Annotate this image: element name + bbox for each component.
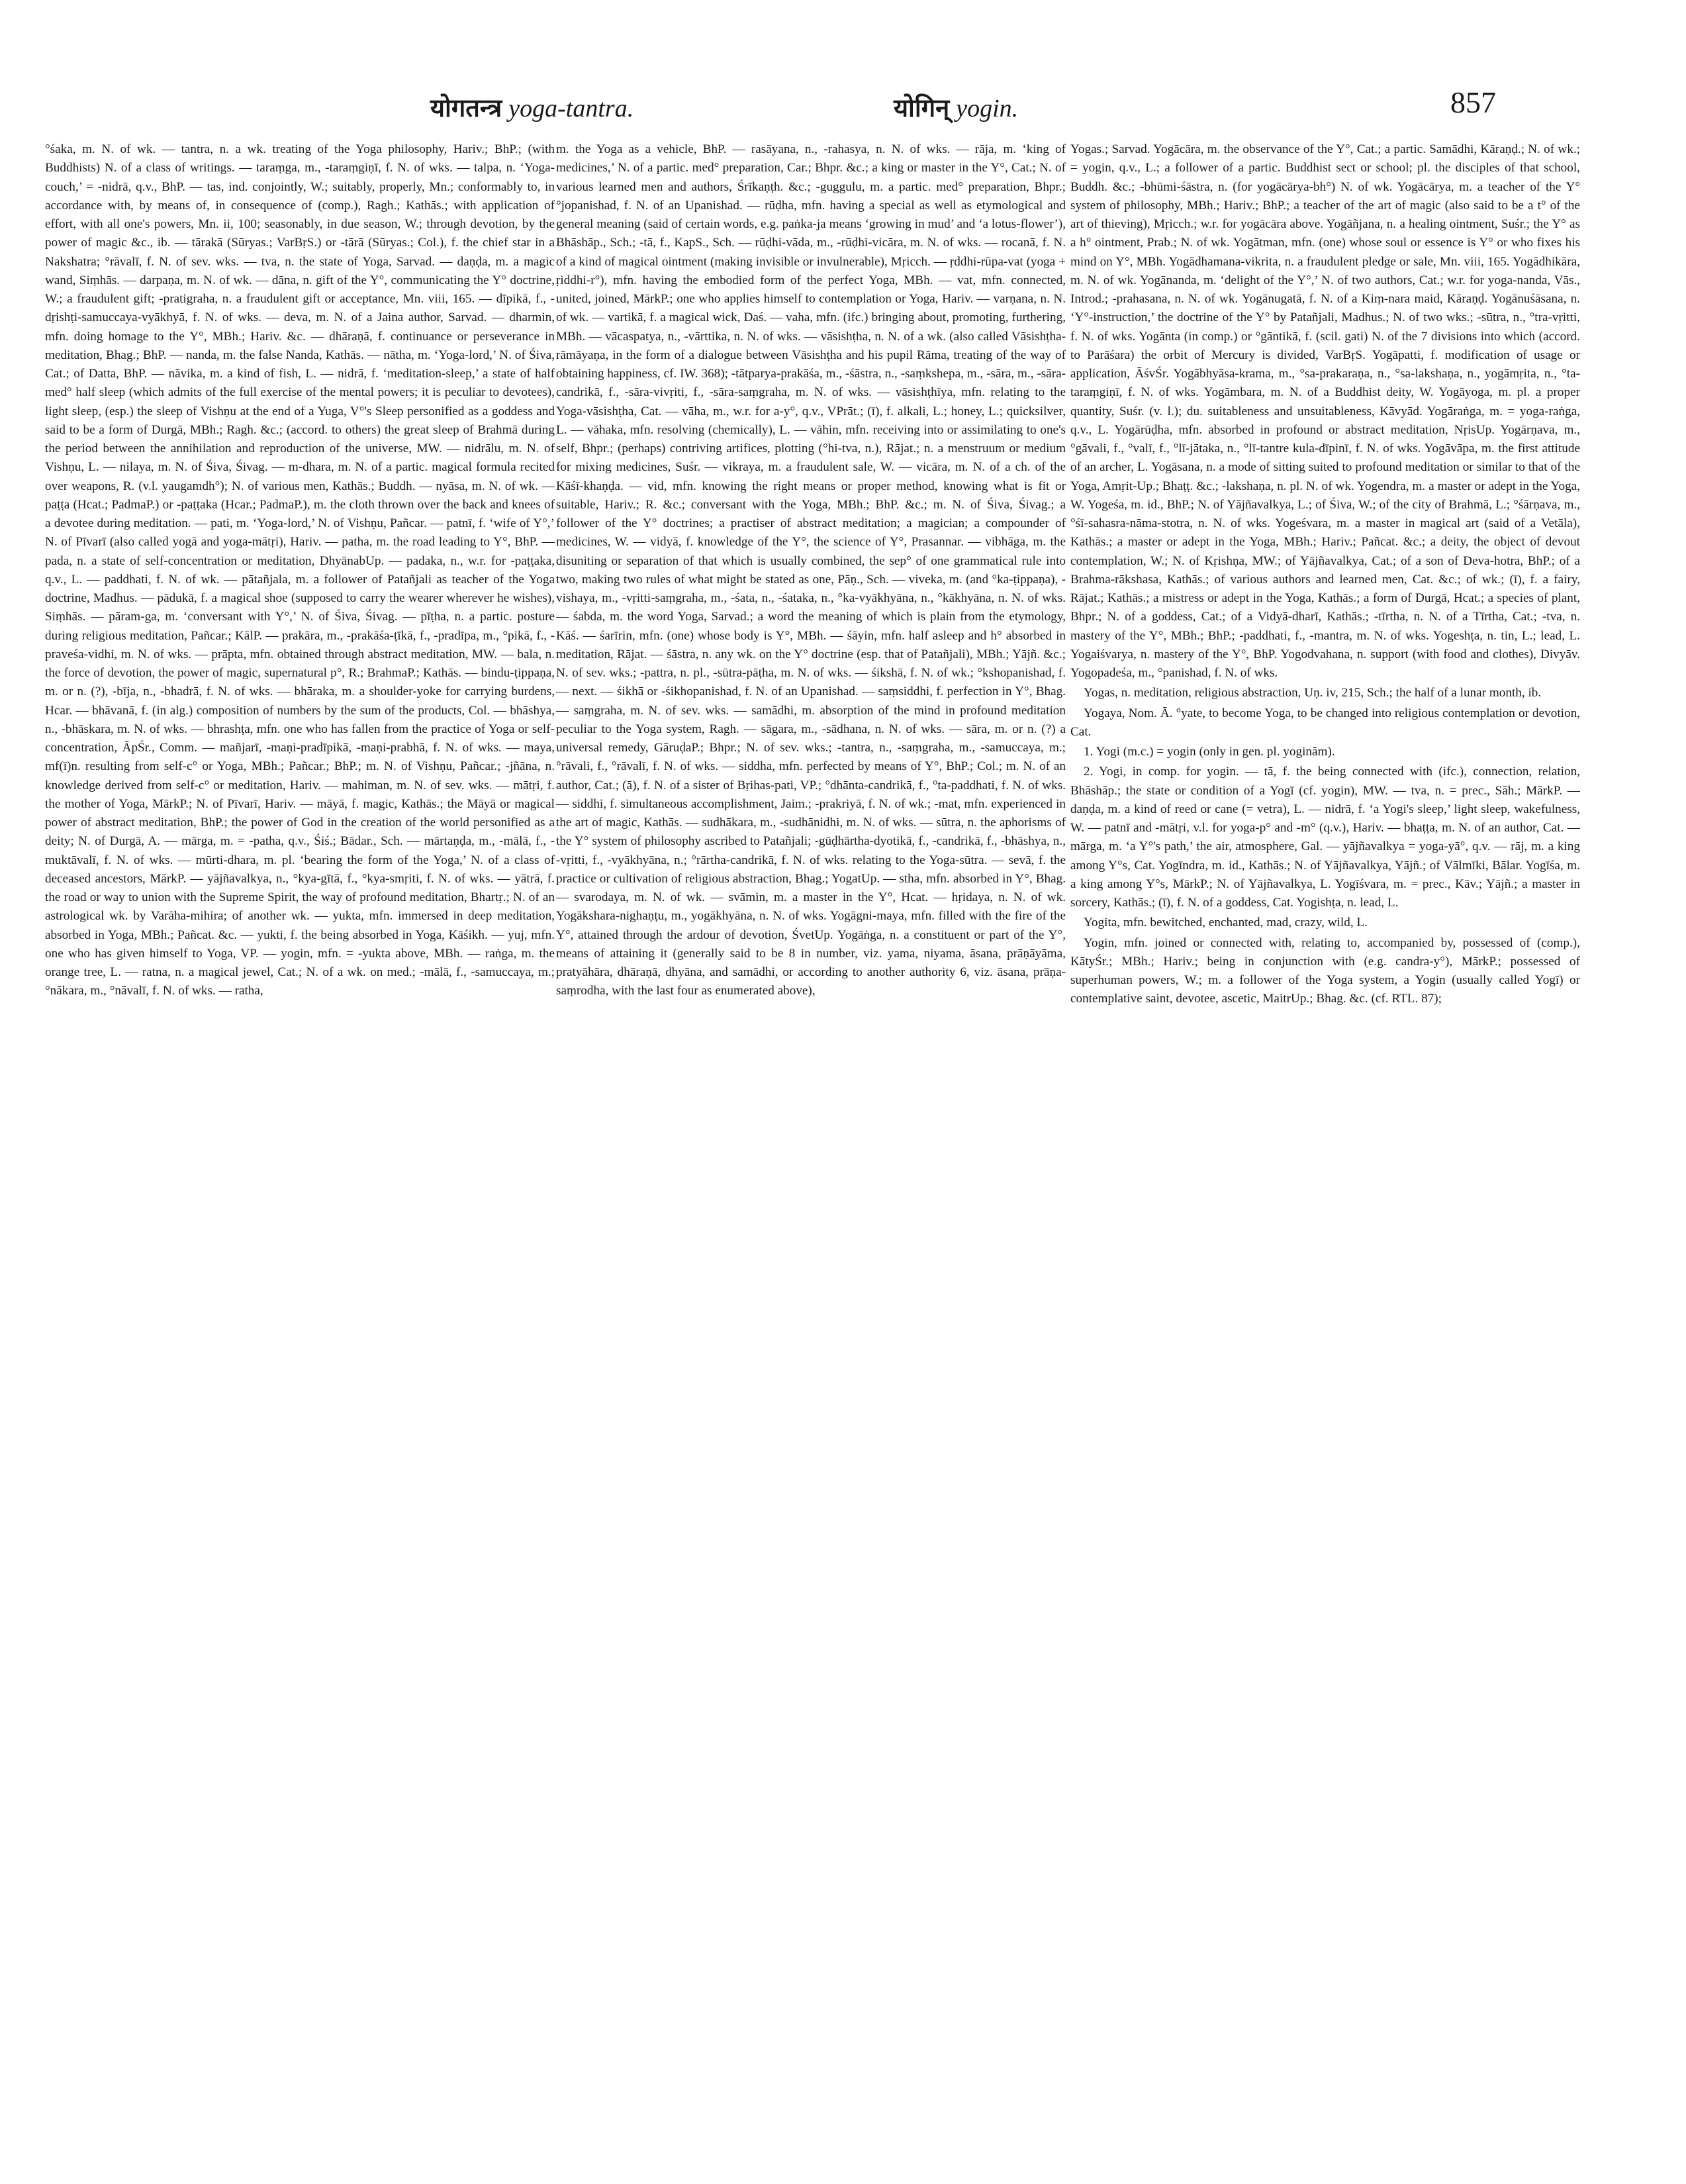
- running-head-middle: [894, 90, 1018, 124]
- running-head-middle-roman: yogin.: [956, 95, 1019, 122]
- running-head-left-roman: yoga-tantra.: [508, 95, 634, 122]
- entry-paragraph: 2. Yogi, in comp. for yogin. — tā, f. the being connected with (ifc.), connection, relation, Bhāshāp.; the state or condition of a Yogī (cf. yogin), MW. — tva, n. = prec., Sāh.; MārkP. — daṇḍa, m. a kind of reed or cane (= vetra), L. — nidrā, f. ‘a Yogi's sleep,’ light sleep, wakefulness, W. — patnī and -mātṛi, v.l. for yoga-p° and -m° (q.v.), Hariv. — bhaṭṭa, m. N. of an author, Cat. — mārga, m. ‘a Y°'s path,’ the air, atmosphere, Gal. — yājñavalkya = yoga-yā°, q.v. — rāj, m. a king among Y°s, Cat. Yogīndra, m. id., Kathās.; N. of Yājñavalkya, Yājñ.; of Vālmīki, Bālar. Yogīśa, m. a king among Y°s, MārkP.; N. of Yājñavalkya, L. Yogīśvara, m. = prec., Kāv.; Yājñ.; a master in sorcery, Kathās.; (ī), f. N. of a goddess, Cat. Yogishṭa, n. lead, L.: [1070, 765, 1580, 910]
- column-3: [1070, 140, 1580, 2140]
- running-head-left-devanagari: योगतन्त्र: [430, 95, 502, 122]
- entry-paragraph: Yogaya, Nom. Ā. °yate, to become Yoga, to be changed into religious contemplation or devotion, Cat.: [1070, 706, 1580, 739]
- column-1: [45, 140, 555, 2140]
- running-head: [430, 85, 1496, 131]
- entry-paragraph: Yogita, mfn. bewitched, enchanted, mad, crazy, wild, L.: [1084, 916, 1368, 930]
- running-head-middle-devanagari: योगिन्: [894, 95, 950, 122]
- paragraph: °śaka, m. N. of wk. — tantra, n. a wk. treating of the Yoga philosophy, Hariv.; BhP.; (with Buddhists) N. of a class of writings. — taraṃga, m., -taraṃgiṇī, f. N. of wks. — talpa, n. ‘Yoga-couch,’ = -nidrā, q.v., BhP. — tas, ind. conjointly, W.; suitably, properly, Mn.; conformably to, in accordance with, by means of, in consequence of (comp.), Ragh.; Kathās.; with application of effort, with all one's powers, Mn. ii, 100; seasonably, in due season, W.; through devotion, by the power of magic &c., ib. — tārakā (Sūryas.; VarBṛS.) or -tārā (Sūryas.; Col.), f. the chief star in a Nakshatra; °rāvalī, f. N. of sev. wks. — tva, n. the state of Yoga, Sarvad. — daṇḍa, m. a magic wand, Siṃhās. — darpaṇa, m. N. of wk. — dāna, n. gift of the Y°, communicating the Y° doctrine, W.; a fraudulent gift; -pratigraha, n. a fraudulent gift or acceptance, Mn. viii, 165. — dīpikā, f., -dṛishṭi-samuccaya-vyākhyā, f. N. of wks. — deva, m. N. of a Jaina author, Sarvad. — dharmin, mfn. doing homage to the Y°, MBh.; Hariv. &c. — dhāraṇā, f. continuance or perseverance in meditation, Bhag.; BhP. — nanda, m. the false Nanda, Kathās. — nātha, m. ‘Yoga-lord,’ N. of Śiva, Cat.; of Datta, BhP. — nāvika, m. a kind of fish, L. — nidrā, f. ‘meditation-sleep,’ a state of half med° half sleep (which admits of the full exercise of the mental powers; it is peculiar to devotees), light sleep, (esp.) the sleep of Vishṇu at the end of a Yuga, V°'s Sleep personified as a goddess and said to be a form of Durgā, MBh.; Ragh. &c.; (accord. to others) the great sleep of Brahmā during the period between the annihilation and reproduction of the universe, MW. — nidrālu, m. N. of Vishṇu, L. — nilaya, m. N. of Śiva, Śivag. — m-dhara, m. N. of a partic. magical formula recited over weapons, R. (v.l. yaugamdh°); N. of various men, Kathās.; Buddh. — nyāsa, m. N. of wk. — paṭṭa (Hcat.; PadmaP.) or -paṭṭaka (Hcar.; PadmaP.), m. the cloth thrown over the back and knees of a devotee during meditation. — pati, m. ‘Yoga-lord,’ N. of Vishṇu, Pañcar. — patnī, f. ‘wife of Y°,’ N. of Pīvarī (also called yogā and yoga-mātṛi), Hariv. — patha, m. the road leading to Y°, BhP. — pada, n. a state of self-concentration or meditation, DhyānabUp. — padaka, n., w.r. for -paṭṭaka, q.v., L. — paddhati, f. N. of wk. — pātañjala, m. a follower of Patañjali as teacher of the Yoga doctrine, Madhus. — pādukā, f. a magical shoe (supposed to carry the wearer wherever he wishes), Siṃhās. — pāram-ga, m. ‘conversant with Y°,’ N. of Śiva, Śivag. — pīṭha, n. a partic. posture during religious meditation, Pañcar.; KālP. — prakāra, m., -prakāśa-ṭīkā, f., -pradīpa, m., °pikā, f., -praveśa-vidhi, m. N. of wks. — prāpta, mfn. obtained through abstract meditation, MW. — bala, n. the force of devotion, the power of magic, supernatural p°, R.; BrahmaP.; Kathās. — bindu-ṭippaṇa, m. or n. (?), -bīja, n., -bhadrā, f. N. of wks. — bhāraka, m. a shoulder-yoke for carrying burdens, Hcar. — bhāvanā, f. (in alg.) composition of numbers by the sum of the products, Col. — bhāshya, n., -bhāskara, m. N. of wks. — bhrashṭa, mfn. one who has fallen from the practice of Yoga or self-concentration, ĀpŚr., Comm. — mañjarī, -maṇi-pradīpikā, -maṇi-prabhā, f. N. of wks. — maya, mf(ī)n. resulting from self-c° or Yoga, MBh.; Pañcar.; BhP.; m. N. of Vishṇu, Pañcar.; -jñāna, n. knowledge derived from self-c° or meditation, Hariv. — mahiman, m. N. of sev. wks. — mātṛi, f. the mother of Yoga, MārkP.; N. of Pīvarī, Hariv. — māyā, f. magic, Kathās.; the Māyā or magical power of abstract meditation, BhP.; the power of God in the creation of the world personified as a deity; N. of Durgā, A. — mārga, m. = -patha, q.v., Śiś.; Bādar., Sch. — mārtaṇḍa, m., -mālā, f., -muktāvalī, f. N. of wks. — mūrti-dhara, m. pl. ‘bearing the form of the Yoga,’ N. of a class of deceased ancestors, MārkP. — yājñavalkya, n., °kya-gītā, f., °kya-smṛiti, f. N. of wks. — yātrā, f. the road or way to union with the Supreme Spirit, the way of profound meditation, Bhartṛ.; N. of an astrological wk. by Varāha-mihira; of another wk. — yukta, mfn. immersed in deep meditation, absorbed in Yoga, MBh.; Pañcat. &c. — yukti, f. the being absorbed in Yoga, Kāśikh. — yuj, mfn. one who has given himself to Yoga, VP. — yogin, mfn. = -yukta above, MBh. — raṅga, m. the orange tree, L. — ratna, n. a magical jewel, Cat.; N. of a wk. on med.; -mālā, f., -samuccaya, m.; °nākara, m., °nāvalī, f. N. of wks. — ratha,: [45, 142, 555, 998]
- paragraph: m. the Yoga as a vehicle, BhP. — rasāyana, n., -rahasya, n. N. of wks. — rāja, m. ‘king of medicines,’ N. of a partic. med° preparation, Car.; Bhpr. &c.; a king or master in the Y°, Cat.; N. of various learned men and authors, Śrīkaṇṭh. &c.; -guggulu, m. a partic. med° preparation, Bhpr.; °jopanishad, f. N. of an Upanishad. — rūḍha, mfn. having a special as well as etymological and general meaning (said of certain words, e.g. paṅka-ja means ‘growing in mud’ and ‘a lotus-flower’), Bhāshāp., Sch.; -tā, f., KapS., Sch. — rūḍhi-vāda, m., -rūḍhi-vicāra, m. N. of wks. — rocanā, f. N. of a kind of magical ointment (making invisible or invulnerable), Mṛicch. — ṛddhi-rūpa-vat (yoga + ṛiddhi-r°), mfn. having the embodied form of the perfect Yoga, MBh. — vat, mfn. connected, united, joined, MārkP.; one who applies himself to contemplation or Yoga, Hariv. — varṇana, n. N. of wk. — vartikā, f. a magical wick, Daś. — vaha, mfn. (ifc.) bringing about, promoting, furthering, MBh. — vācaspatya, n., -vārttika, n. N. of wks. — vāsishṭha, n. N. of a wk. (also called Vāsishṭha-rāmāyaṇa, in the form of a dialogue between Vāsishṭha and his pupil Rāma, treating of the way of obtaining happiness, cf. IW. 368); -tātparya-prakāśa, m., -śāstra, n., -saṃkshepa, m., -sāra, m., -sāra-candrikā, f., -sāra-vivṛiti, f., -sāra-saṃgraha, m. N. of wks. — vāsishṭhīya, mfn. relating to the Yoga-vāsishṭha, Cat. — vāha, m., w.r. for a-y°, q.v., VPrāt.; (ī), f. alkali, L.; honey, L.; quicksilver, L. — vāhaka, mfn. resolving (chemically), L. — vāhin, mfn. receiving into or assimilating to one's self, Bhpr.; (perhaps) contriving artifices, plotting (°hi-tva, n.), Rājat.; n. a menstruum or medium for mixing medicines, Suśr. — vikraya, m. a fraudulent sale, W. — vicāra, m. N. of a ch. of the Kāśī-khaṇḍa. — vid, mfn. knowing the right means or proper method, knowing what is fit or suitable, Hariv.; R. &c.; conversant with the Yoga, MBh.; BhP. &c.; m. N. of Śiva, Śivag.; a follower of the Y° doctrines; a practiser of abstract meditation; a magician; a compounder of medicines, W. — vidyā, f. knowledge of the Y°, the science of Y°, Prasannar. — vibhāga, m. the disuniting or separation of that which is usually combined, the sep° of one grammatical rule into two, making two rules of what might be stated as one, Pāṇ., Sch. — viveka, m. (and °ka-ṭippaṇa), -vishaya, m., -vṛitti-saṃgraha, m., -śata, n., -śataka, n., °ka-vyākhyāna, n., °kākhyāna, n. N. of wks. — śabda, m. the word Yoga, Sarvad.; a word the meaning of which is plain from the etymology, Kāś. — śarīrin, mfn. (one) whose body is Y°, MBh. — śāyin, mfn. half asleep and h° absorbed in meditation, Rājat. — śāstra, n. any wk. on the Y° doctrine (esp. that of Patañjali), MBh.; Yājñ. &c.; N. of sev. wks.; -pattra, n. pl., -sūtra-pāṭha, m. N. of wks. — śikshā, f. N. of wk.; °kshopanishad, f. — next. — śikhā or -śikhopanishad, f. N. of an Upanishad. — saṃsiddhi, f. perfection in Y°, Bhag. — saṃgraha, m. N. of sev. wks. — samādhi, m. absorption of the mind in profound meditation peculiar to the Yoga system, Ragh. — sāgara, m., -sādhana, n. N. of wks. — sāra, m. or n. (?) a universal remedy, GāruḍaP.; Bhpr.; N. of sev. wks.; -tantra, n., -saṃgraha, m., -samuccaya, m.; °rāvali, f., °rāvalī, f. N. of wks. — siddha, mfn. perfected by means of Y°, BhP.; Col.; m. N. of an author, Cat.; (ā), f. N. of a sister of Bṛihas-pati, VP.; °dhānta-candrikā, f., °ta-paddhati, f. N. of wks. — siddhi, f. simultaneous accomplishment, Jaim.; -prakriyā, f. N. of wk.; -mat, mfn. experienced in the art of magic, Kathās. — sudhākara, m., -sudhānidhi, m. N. of wks. — sūtra, n. the aphorisms of the Y° system of philosophy ascribed to Patañjali; -gūḍhārtha-dyotikā, f., -candrikā, f., -bhāshya, n., -vṛitti, f., -vyākhyāna, n.; °rārtha-candrikā, f. N. of wks. relating to the Yoga-sūtra. — sevā, f. the practice or cultivation of religious abstraction, Bhag.; YogatUp. — stha, mfn. absorbed in Y°, Bhag. — svarodaya, m. N. of wk. — svāmin, m. a master in the Y°, Hcat. — hṛidaya, n. N. of wk. Yogākshara-nighaṇṭu, m., yogākhyāna, n. N. of wks. Yogāgni-maya, mfn. filled with the fire of the Y°, attained through the ardour of devotion, ŚvetUp. Yogāṅga, n. a constituent or part of the Y°, means of attaining it (generally said to be 8 in number, viz. yama, niyama, āsana, prāṇāyāma, pratyāhāra, dhāraṇā, dhyāna, and samādhi, or according to another authority 6, viz. āsana, prāṇa-saṃrodha, with the last four as enumerated above),: [556, 142, 1066, 998]
- paragraph: Yogas.; Sarvad. Yogācāra, m. the observance of the Y°, Cat.; a partic. Samādhi, Kāraṇḍ.; N. of wk.; = yogin, q.v., L.; a follower of a partic. Buddhist sect or school; pl. the disciples of that school, Buddh. &c.; -bhūmi-śāstra, n. (for yogācārya-bh°) N. of wk. Yogācārya, m. a teacher of the Y° system of philosophy, MBh.; Hariv.; BhP.; a teacher of the art of magic (also said to be a t° of the art of thieving), Mṛicch.; w.r. for yogācāra above. Yogāñjana, n. a healing ointment, Suśr.; the Y° as a h° ointment, Prab.; N. of wk. Yogātman, mfn. (one) whose soul or essence is Y° or who fixes his mind on Y°, MBh. Yogādhamana-vikrita, n. a fraudulent pledge or sale, Mn. viii, 165. Yogādhikāra, m. N. of wk. Yogānanda, m. ‘delight of the Y°,’ N. of two authors, Cat.; w.r. for yoga-nanda, Vās., Introd.; -prahasana, n. N. of wk. Yogānugatā, f. N. of a Kiṃ-nara maid, Kāraṇḍ. Yogānuśāsana, n. ‘Y°-instruction,’ the doctrine of the Y° by Patañjali, Madhus.; N. of two wks.; -sūtra, n., °tra-vṛitti, f. N. of wks. Yogānta (in comp.) or °gāntikā, f. (scil. gati) N. of the 7 divisions into which (accord. to Parāśara) the orbit of Mercury is divided, VarBṛS. Yogāpatti, f. modification of usage or application, ĀśvŚr. Yogābhyāsa-krama, m., °sa-prakaraṇa, n., °sa-lakshaṇa, n., yogāmṛita, n., °ta-taraṃgiṇī, f. N. of wks. Yogāmbara, m. N. of a Buddhist deity, W. Yogāyoga, m. pl. a proper quantity, Suśr. (v. l.); du. suitableness and unsuitableness, Kāvyād. Yogāraṅga, m. = yoga-raṅga, q.v., L. Yogārūḍha, mfn. absorbed in profound or abstract meditation, NṛisUp. Yogārṇava, m., °gāvali, f., °valī, f., °lī-jātaka, n., °lī-tantre kula-dīpinī, f. N. of wks. Yogāvāpa, m. the first attitude of an archer, L. Yogāsana, n. a mode of sitting suited to profound meditation or similar to that of the Yoga, Amṛit-Up.; Bhaṭṭ. &c.; -lakshaṇa, n. pl. N. of wk. Yogendra, m. a master or adept in the Yoga, W. Yogeśa, m. id., BhP.; N. of Yājñavalkya, L.; of Śiva, W.; of the city of Brahmā, L.; °śārṇava, m., °śī-sahasra-nāma-stotra, n. N. of wks. Yogeśvara, m. a master in magical art (said of a Vetāla), Kathās.; a master or adept in the Yoga, MBh.; Hariv.; Pañcat. &c.; a deity, the object of devout contemplation, W.; N. of Kṛishṇa, MW.; of Yājñavalkya, Cat.; of a son of Deva-hotra, BhP.; of a Brahma-rākshasa, Kathās.; of various authors and learned men, Cat. &c.; of wk.; (ī), f. a fairy, Rājat.; Kathās.; a mistress or adept in the Yoga, Kathās.; a form of Durgā, Hcat.; a species of plant, Bhpr.; N. of a goddess, Cat.; of a Vidyā-dharī, Kathās.; -tīrtha, n. N. of a Tīrtha, Cat.; -tva, n. mastery of the Y°, MBh.; BhP.; -paddhati, f., -mantra, m. N. of wks. Yogeshṭa, n. tin, L.; lead, L. Yogaiśvarya, n. mastery of the Y°, BhP. Yogodvahana, n. support (with food and clothes), Divyāv. Yogopadeśa, m., °panishad, f. N. of wks.: [1070, 142, 1580, 680]
- page-number: 857: [1450, 85, 1496, 119]
- entry-paragraph: Yogas, n. meditation, religious abstraction, Uṇ. iv, 215, Sch.; the half of a lunar month, ib.: [1084, 686, 1542, 700]
- entry-paragraph: 1. Yogi (m.c.) = yogin (only in gen. pl. yoginām).: [1084, 745, 1335, 759]
- entry-paragraph: Yogin, mfn. joined or connected with, relating to, accompanied by, possessed of (comp.), KātyŚr.; MBh.; Hariv.; being in conjunction with (e.g. candra-y°), MārkP.; possessed of superhuman powers, W.; m. a follower of the Yoga system, a Yogin (usually called Yogī) or contemplative saint, devotee, ascetic, MaitrUp.; Bhag. &c. (cf. RTL. 87);: [1070, 935, 1580, 1006]
- running-head-left: [430, 90, 633, 124]
- column-2: [556, 140, 1066, 2140]
